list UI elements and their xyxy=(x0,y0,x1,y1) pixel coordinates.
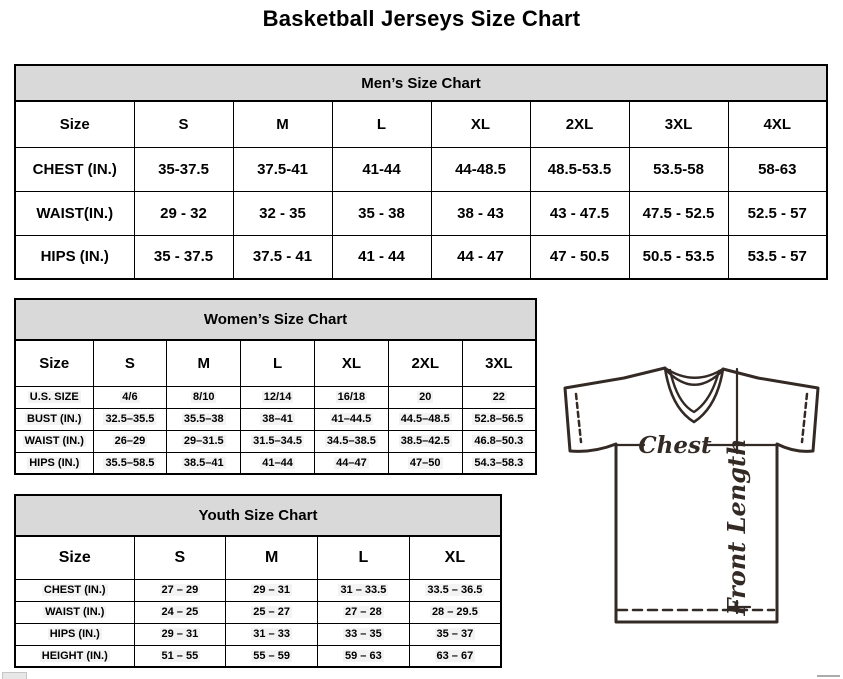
value: 4/6 xyxy=(122,391,138,403)
value-cell xyxy=(93,430,167,452)
table-row xyxy=(15,452,536,474)
womens-table-title: Women’s Size Chart xyxy=(15,299,536,340)
value-cell: 29 - 32 xyxy=(134,191,233,235)
jersey-outline xyxy=(565,368,818,622)
table-row xyxy=(15,645,501,667)
value: 41–44 xyxy=(262,456,293,469)
value-cell: 47.5 - 52.5 xyxy=(629,191,728,235)
jersey-measurement-diagram xyxy=(558,360,828,630)
value-cell xyxy=(318,579,410,601)
value-cell xyxy=(167,386,241,408)
value: 35 – 37 xyxy=(436,628,474,640)
value-cell xyxy=(241,452,315,474)
value-cell xyxy=(134,645,226,667)
row-label: WAIST (IN.) xyxy=(24,435,84,447)
selection-handle-artifact xyxy=(2,672,27,679)
row-label: HEIGHT (IN.) xyxy=(41,649,108,662)
value: 29 – 31 xyxy=(161,628,199,640)
value-cell xyxy=(388,430,462,452)
value-cell xyxy=(462,386,536,408)
value-cell xyxy=(318,623,410,645)
value-cell xyxy=(134,579,226,601)
column-header-cell: M xyxy=(226,536,318,579)
value-cell: 35 - 37.5 xyxy=(134,235,233,279)
value: 34.5–38.5 xyxy=(326,435,376,447)
value-cell xyxy=(462,430,536,452)
value-cell: 50.5 - 53.5 xyxy=(629,235,728,279)
value: 31 – 33.5 xyxy=(340,584,387,596)
value: 38.5–41 xyxy=(183,456,224,469)
column-header-cell: S xyxy=(134,101,233,147)
value-cell: 43 - 47.5 xyxy=(530,191,629,235)
table-row xyxy=(15,601,501,623)
value: 38.5–42.5 xyxy=(400,435,450,447)
value-cell xyxy=(226,579,318,601)
value-cell xyxy=(93,452,167,474)
mens-size-table xyxy=(14,64,828,280)
value: 44–47 xyxy=(336,456,367,469)
value-cell xyxy=(388,408,462,430)
column-header-cell: 3XL xyxy=(629,101,728,147)
table-row xyxy=(15,147,827,191)
value: 12/14 xyxy=(263,391,292,403)
row-label-cell xyxy=(15,601,134,623)
table-row xyxy=(15,191,827,235)
youth-table-title: Youth Size Chart xyxy=(15,495,501,536)
value-cell xyxy=(93,386,167,408)
value-cell xyxy=(462,408,536,430)
value: 31.5–34.5 xyxy=(253,435,303,447)
value: 54.3–58.3 xyxy=(474,456,524,469)
column-header-cell: 3XL xyxy=(462,340,536,386)
womens-header-row xyxy=(15,340,536,386)
value-cell: 38 - 43 xyxy=(431,191,530,235)
column-header-cell: Size xyxy=(15,340,93,386)
value: 31 – 33 xyxy=(253,628,290,640)
table-row xyxy=(15,430,536,452)
value-cell xyxy=(318,645,410,667)
left-sleeve-cuff-dash xyxy=(576,394,581,442)
value-cell xyxy=(409,645,501,667)
value-cell: 58-63 xyxy=(728,147,827,191)
value-cell: 37.5-41 xyxy=(233,147,332,191)
value-cell xyxy=(241,408,315,430)
youth-table-title-row xyxy=(15,495,501,536)
row-label: U.S. SIZE xyxy=(29,391,79,403)
column-header-cell: L xyxy=(241,340,315,386)
column-header-cell: 4XL xyxy=(728,101,827,147)
value: 8/10 xyxy=(193,391,215,403)
column-header-cell: L xyxy=(318,536,410,579)
row-label-cell xyxy=(15,386,93,408)
womens-table-title-row xyxy=(15,299,536,340)
row-label-cell xyxy=(15,645,134,667)
row-label-cell: CHEST (IN.) xyxy=(15,147,134,191)
value: 41–44.5 xyxy=(331,413,372,425)
value-cell: 41-44 xyxy=(332,147,431,191)
value-cell xyxy=(318,601,410,623)
row-label-cell xyxy=(15,452,93,474)
value-cell xyxy=(462,452,536,474)
value-cell xyxy=(388,386,462,408)
table-row xyxy=(15,408,536,430)
value: 59 – 63 xyxy=(345,649,382,662)
value-cell xyxy=(409,623,501,645)
value-cell xyxy=(167,408,241,430)
column-header-cell: XL xyxy=(431,101,530,147)
value: 38–41 xyxy=(262,413,293,425)
row-label-cell xyxy=(15,579,134,601)
value: 25 – 27 xyxy=(253,606,290,618)
value-cell: 37.5 - 41 xyxy=(233,235,332,279)
value-cell xyxy=(226,601,318,623)
value-cell: 44 - 47 xyxy=(431,235,530,279)
value-cell xyxy=(226,645,318,667)
value: 27 – 29 xyxy=(161,584,199,596)
womens-size-table xyxy=(14,298,537,475)
value: 52.8–56.5 xyxy=(474,413,524,425)
value-cell xyxy=(93,408,167,430)
row-label: HIPS (IN.) xyxy=(49,628,100,640)
chest-label: Chest xyxy=(638,432,712,459)
front-length-label: Front Length xyxy=(722,438,751,616)
column-header-cell: M xyxy=(167,340,241,386)
value: 33 – 35 xyxy=(345,628,382,640)
value-cell xyxy=(314,452,388,474)
column-header-cell: XL xyxy=(409,536,501,579)
column-header-cell: S xyxy=(93,340,167,386)
row-label: HIPS (IN.) xyxy=(29,456,80,469)
value-cell: 32 - 35 xyxy=(233,191,332,235)
table-row xyxy=(15,235,827,279)
value-cell xyxy=(134,623,226,645)
row-label: WAIST (IN.) xyxy=(45,606,105,618)
table-row xyxy=(15,623,501,645)
value-cell xyxy=(167,430,241,452)
value-cell xyxy=(314,408,388,430)
row-label-cell xyxy=(15,408,93,430)
value: 33.5 – 36.5 xyxy=(427,584,483,596)
mens-table-title-row xyxy=(15,65,827,101)
value: 47–50 xyxy=(409,456,441,469)
youth-header-row xyxy=(15,536,501,579)
value: 22 xyxy=(492,391,505,403)
value-cell xyxy=(134,601,226,623)
table-row xyxy=(15,386,536,408)
value: 44.5–48.5 xyxy=(400,413,450,425)
row-label: CHEST (IN.) xyxy=(43,584,106,596)
value-cell: 48.5-53.5 xyxy=(530,147,629,191)
youth-size-table xyxy=(14,494,502,668)
value: 20 xyxy=(419,391,432,403)
row-label: BUST (IN.) xyxy=(27,413,82,425)
value: 51 – 55 xyxy=(161,649,199,662)
page-title: Basketball Jerseys Size Chart xyxy=(262,6,581,31)
value-cell: 47 - 50.5 xyxy=(530,235,629,279)
row-label-cell xyxy=(15,623,134,645)
value-cell: 35 - 38 xyxy=(332,191,431,235)
mens-header-row xyxy=(15,101,827,147)
row-label-cell: HIPS (IN.) xyxy=(15,235,134,279)
value: 29–31.5 xyxy=(183,435,224,447)
value: 63 – 67 xyxy=(436,649,474,662)
column-header-cell: S xyxy=(134,536,226,579)
column-header-cell: Size xyxy=(15,101,134,147)
value-cell: 53.5 - 57 xyxy=(728,235,827,279)
value-cell xyxy=(241,386,315,408)
value-cell xyxy=(314,386,388,408)
mens-table-title: Men’s Size Chart xyxy=(15,65,827,101)
value: 27 – 28 xyxy=(345,606,382,618)
value: 35.5–38 xyxy=(183,413,224,425)
column-header-cell: 2XL xyxy=(388,340,462,386)
value: 35.5–58.5 xyxy=(105,456,155,469)
value-cell xyxy=(409,601,501,623)
value: 24 – 25 xyxy=(161,606,199,618)
column-header-cell: M xyxy=(233,101,332,147)
value: 46.8–50.3 xyxy=(474,435,524,447)
row-label-cell: WAIST(IN.) xyxy=(15,191,134,235)
value-cell: 53.5-58 xyxy=(629,147,728,191)
value-cell xyxy=(409,579,501,601)
column-header-cell: XL xyxy=(314,340,388,386)
value-cell: 35-37.5 xyxy=(134,147,233,191)
value-cell xyxy=(314,430,388,452)
row-label-cell xyxy=(15,430,93,452)
value-cell: 52.5 - 57 xyxy=(728,191,827,235)
value: 28 – 29.5 xyxy=(431,606,478,618)
right-sleeve-cuff-dash xyxy=(802,394,807,442)
value-cell xyxy=(388,452,462,474)
value-cell xyxy=(241,430,315,452)
column-header-cell: Size xyxy=(15,536,134,579)
value: 55 – 59 xyxy=(253,649,290,662)
value: 32.5–35.5 xyxy=(105,413,155,425)
value: 29 – 31 xyxy=(253,584,290,596)
column-header-cell: 2XL xyxy=(530,101,629,147)
value-cell: 41 - 44 xyxy=(332,235,431,279)
value-cell xyxy=(226,623,318,645)
value-cell xyxy=(167,452,241,474)
value: 26–29 xyxy=(114,435,146,447)
column-header-cell: L xyxy=(332,101,431,147)
table-row xyxy=(15,579,501,601)
value: 16/18 xyxy=(337,391,366,403)
value-cell: 44-48.5 xyxy=(431,147,530,191)
scrollbar-artifact xyxy=(817,675,840,677)
